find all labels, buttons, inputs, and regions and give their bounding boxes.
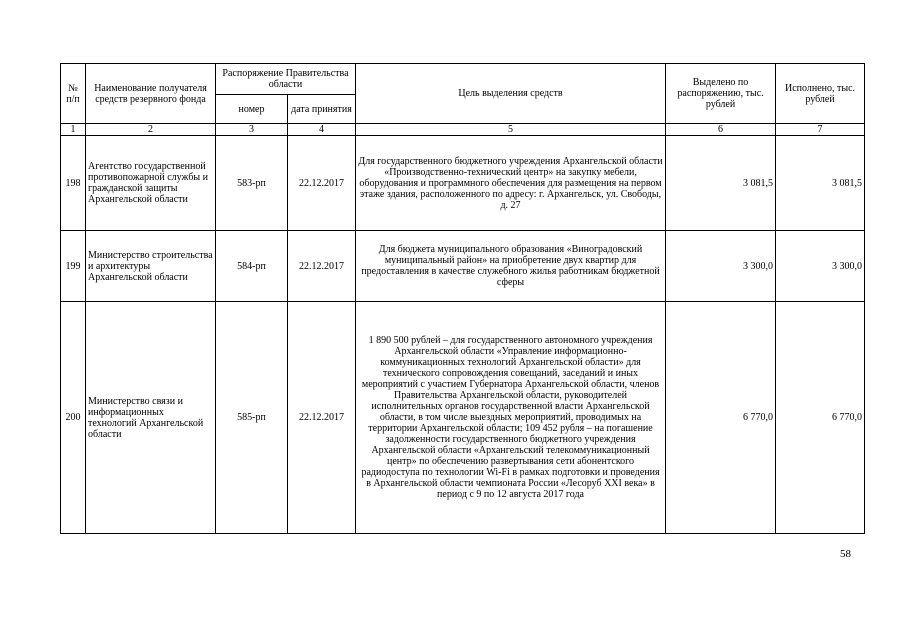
column-number: 3 — [216, 124, 288, 136]
executed-amount: 3 081,5 — [776, 136, 865, 231]
purpose-text: 1 890 500 рублей – для государственного автономного учреждения Архангельской области «Управление информационно-коммуникационных технологий Архангельской области» для технического сопровождения совещаний, заседаний и иных мероприятий с участием Губернатора Архангельской области, членов Правительства Архангельской области, руководителей исполнительных органов государственной власти Архангельской области, в том числе выездных мероприятий, проводимых на территории Архангельской области; 109 452 рубля – на погашение задолженности государственного бюджетного учреждения Архангельской области «Архангельский телекоммуникационный центр» по обеспечению развертывания сети абонентского радиодоступа по технологии Wi-Fi в рамках подготовки и проведения в Архангельской области чемпионата России «Лесоруб XXI века» в период с 9 по 12 августа 2017 года — [356, 302, 666, 534]
allocated-amount: 3 300,0 — [666, 231, 776, 302]
executed-amount: 6 770,0 — [776, 302, 865, 534]
column-number: 4 — [288, 124, 356, 136]
header-order: Распоряжение Правительства области — [216, 64, 356, 95]
purpose-text: Для государственного бюджетного учреждения Архангельской области «Производственно-технический центр» на закупку мебели, оборудования и программного обеспечения для размещения на первом этаже здания, расположенного по адресу: г. Архангельск, ул. Свободы, д. 27 — [356, 136, 666, 231]
header-allocated: Выделено по распоряжению, тыс. рублей — [666, 64, 776, 124]
table-row — [61, 231, 865, 302]
row-num: 198 — [61, 136, 86, 231]
header-order-date: дата принятия — [288, 95, 356, 124]
order-number: 583-рп — [216, 136, 288, 231]
purpose-text: Для бюджета муниципального образования «Виноградовский муниципальный район» на приобретение двух квартир для предоставления в качестве служебного жилья работникам бюджетной сферы — [356, 231, 666, 302]
header-num: № п/п — [61, 64, 86, 124]
header-recipient: Наименование получателя средств резервного фонда — [86, 64, 216, 124]
allocated-amount: 3 081,5 — [666, 136, 776, 231]
page-number: 58 — [840, 548, 851, 560]
row-num: 200 — [61, 302, 86, 534]
recipient-name: Министерство связи и информационных технологий Архангельской области — [86, 302, 216, 534]
order-date: 22.12.2017 — [288, 231, 356, 302]
recipient-name: Министерство строительства и архитектуры Архангельской области — [86, 231, 216, 302]
header-order-number: номер — [216, 95, 288, 124]
order-date: 22.12.2017 — [288, 136, 356, 231]
order-number: 585-рп — [216, 302, 288, 534]
table-row — [61, 302, 865, 534]
header-purpose: Цель выделения средств — [356, 64, 666, 124]
header-executed: Исполнено, тыс. рублей — [776, 64, 865, 124]
column-number: 2 — [86, 124, 216, 136]
column-number: 7 — [776, 124, 865, 136]
reserve-fund-table — [60, 63, 865, 534]
order-date: 22.12.2017 — [288, 302, 356, 534]
column-number: 6 — [666, 124, 776, 136]
allocated-amount: 6 770,0 — [666, 302, 776, 534]
recipient-name: Агентство государственной противопожарной службы и гражданской защиты Архангельской области — [86, 136, 216, 231]
column-number: 1 — [61, 124, 86, 136]
table-row — [61, 136, 865, 231]
row-num: 199 — [61, 231, 86, 302]
column-number: 5 — [356, 124, 666, 136]
order-number: 584-рп — [216, 231, 288, 302]
executed-amount: 3 300,0 — [776, 231, 865, 302]
